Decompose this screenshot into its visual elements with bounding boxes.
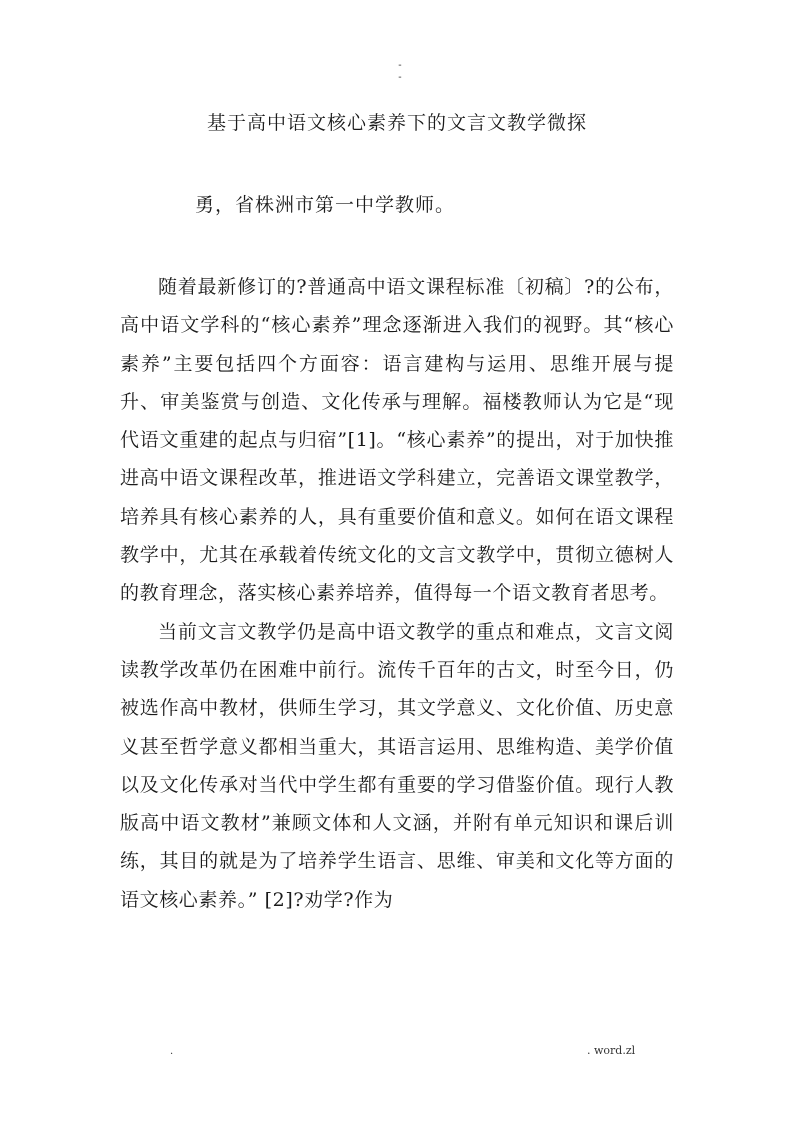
author-line: 勇，省株洲市第一中学教师。	[195, 194, 456, 216]
paragraph-2: 当前文言文教学仍是高中语文教学的重点和难点，文言文阅读教学改革仍在困难中前行。流传千百年的古文，时至今日，仍被选作高中教材，供师生学习，其文学意义、文化价值、历史意义甚至哲学意义都相当重大，其语言运用、思维构造、美学价值以及文化传承对当代中学生都有重要的学习借鉴价值。现行人教版高中语文教材”兼顾文体和人文涵，并附有单元知识和课后训练，其目的就是为了培养学生语言、思维、审美和文化等方面的语文核心素养。” [2]?劝学?作为	[120, 620, 674, 911]
paragraph-1: 随着最新修订的?普通高中语文课程标准〔初稿〕?的公布，高中语文学科的“核心素养”理念逐渐进入我们的视野。其“核心素养”主要包括四个方面容：语言建构与运用、思维开展与提升、审美鉴赏与创造、文化传承与理解。福楼教师认为它是“现代语文重建的起点与归宿”[1]。“核心素养”的提出，对于加快推进高中语文课程改革，推进语文学科建立，完善语文课堂教学，培养具有核心素养的人，具有重要价值和意义。如何在语文课程教学中，尤其在承载着传统文化的文言文教学中，贯彻立德树人的教育理念，落实核心素养培养，值得每一个语文教育者思考。	[120, 276, 674, 605]
header-mark-bottom: -	[398, 72, 402, 83]
header-mark	[395, 60, 405, 84]
body-text	[120, 268, 674, 919]
footer-right: . word.zl	[587, 1044, 636, 1057]
document-title: 基于高中语文核心素养下的文言文教学微探	[206, 112, 587, 134]
header-mark-top: -	[398, 60, 402, 71]
footer-left: .	[170, 1046, 174, 1057]
